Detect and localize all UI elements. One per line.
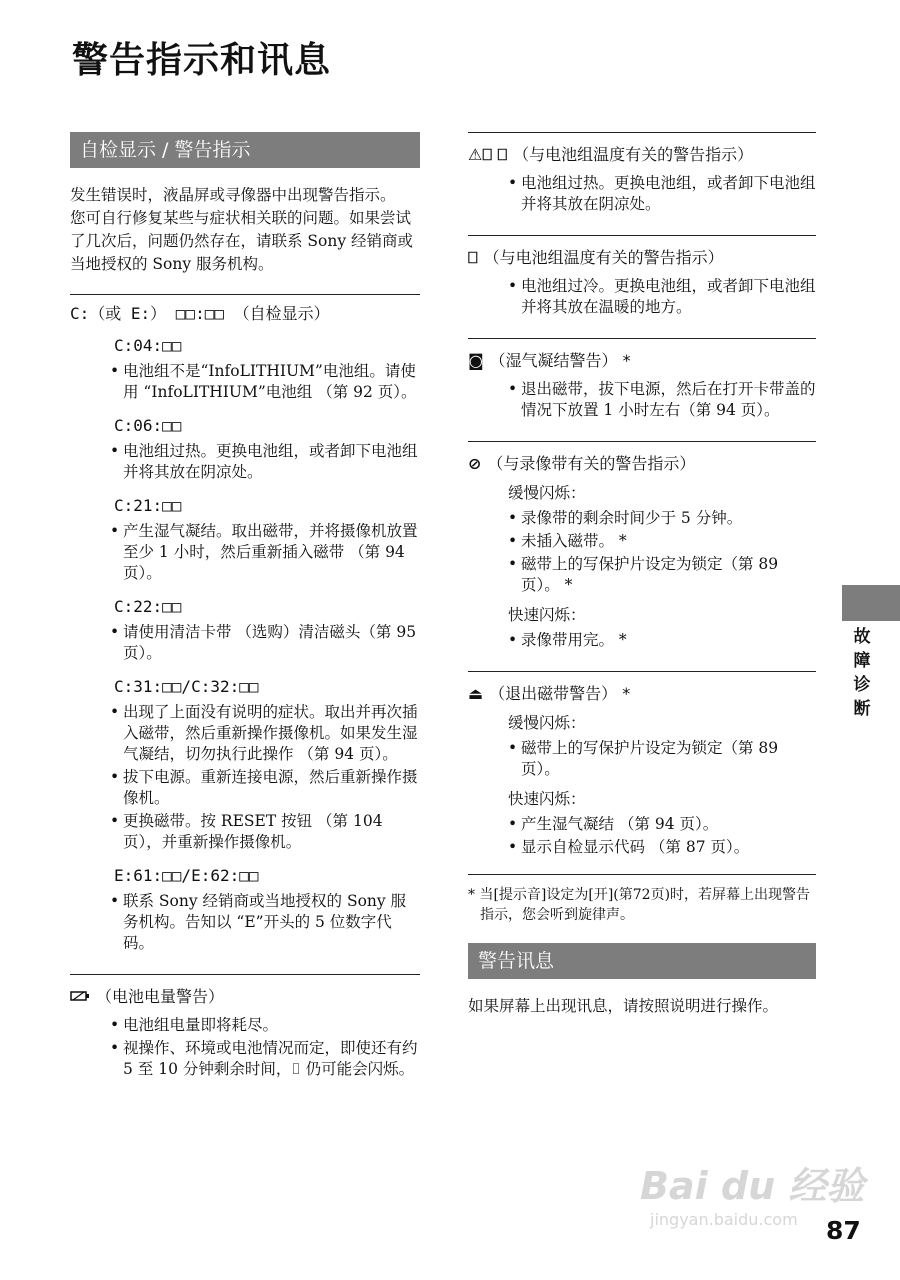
battery-heading-text: （电池电量警告） [96,987,225,1006]
selfdiag-heading: C:（或 E:） □□:□□ （自检显示） [70,304,330,323]
temp-hot-heading [468,143,816,167]
intro-paragraph-1: 发生错误时，液晶屏或寻像器中出现警告指示。 [70,186,396,204]
code-label: C:22:□□ [114,597,182,616]
list-item: • 电池组过热。更换电池组，或者卸下电池组并将其放在阴凉处。 [508,173,816,215]
condensation-heading-text: （湿气凝结警告） * [489,351,631,370]
list-item: • 联系 Sony 经销商或当地授权的 Sony 服务机构。告知以 “E”开头的 5 位数字代码。 [110,891,420,954]
list-item: • 显示自检显示代码 （第 87 页）。 [508,837,816,858]
section-band-messages: 警告讯息 [468,943,816,979]
code-item [70,676,420,853]
tape-heading-text: （与录像带有关的警告指示） [487,454,696,473]
list-item: • 录像带用完。 * [508,630,816,651]
side-tab-marker [842,585,900,621]
eject-heading [468,682,816,706]
list-item: • 请使用清洁卡带 （选购）清洁磁头（第 95 页）。 [110,622,420,664]
condensation-heading [468,349,816,373]
slow-flash-label: 缓慢闪烁： [508,714,586,732]
side-tab-label [842,625,882,721]
list-item: • 电池组电量即将耗尽。 [110,1015,420,1036]
section-band-selfdiag: 自检显示 / 警告指示 [70,132,420,168]
code-label: C:04:□□ [114,336,182,355]
code-item [70,335,420,403]
side-tab-char: 诊 [853,675,871,695]
list-item: • 退出磁带，拔下电源，然后在打开卡带盖的情况下放置 1 小时左右（第 94 页）。 [508,379,816,421]
code-item [70,865,420,954]
list-item: • 录像带的剩余时间少于 5 分钟。 [508,508,816,529]
condensation-icon: ◙ [468,351,484,370]
eject-heading-text: （退出磁带警告） * [489,684,631,703]
side-tab-char: 障 [853,651,871,671]
list-item: • 未插入磁带。 * [508,531,816,552]
tape-warning-icon: ⊘ [468,454,482,473]
side-tab-char: 故 [853,627,871,647]
temp-hot-heading-text: （与电池组温度有关的警告指示） [513,145,754,164]
list-item: • 电池组过冷。更换电池组，或者卸下电池组并将其放在温暖的地方。 [508,276,816,318]
code-label: C:31:□□/C:32:□□ [114,677,259,696]
list-item: • 电池组过热。更换电池组，或者卸下电池组并将其放在阴凉处。 [110,441,420,483]
battery-heading [70,985,420,1009]
list-item: • 视操作、环境或电池情况而定，即使还有约 5 至 10 分钟剩余时间，⌷ 仍可能会闪烁。 [110,1038,420,1080]
temp-cold-heading [468,246,816,270]
fast-flash-label: 快速闪烁： [508,606,586,624]
list-item: • 磁带上的写保护片设定为锁定（第 89 页）。 * [508,554,816,596]
list-item: • 磁带上的写保护片设定为锁定（第 89 页）。 [508,738,816,780]
code-label: E:61:□□/E:62:□□ [114,866,259,885]
code-item [70,596,420,664]
list-item: • 产生湿气凝结 （第 94 页）。 [508,814,816,835]
side-tab-char: 断 [853,699,871,719]
fast-flash-label: 快速闪烁： [508,790,586,808]
right-column [468,132,816,1018]
list-item: • 产生湿气凝结。取出磁带，并将摄像机放置至少 1 小时，然后重新插入磁带 （第 94 页）。 [110,521,420,584]
list-item: • 拔下电源。重新连接电源，然后重新操作摄像机。 [110,767,420,809]
watermark-url: jingyan.baidu.com [650,1210,798,1229]
messages-paragraph: 如果屏幕上出现讯息，请按照说明进行操作。 [468,997,779,1015]
list-item: • 出现了上面没有说明的症状。取出并再次插入磁带，然后重新操作摄像机。如果发生湿气凝结，切勿执行此操作 （第 94 页）。 [110,702,420,765]
eject-icon: ⏏ [468,684,484,703]
footnote: * 当[提示音]设定为[开](第72页)时，若屏幕上出现警告指示，您会听到旋律声。 [468,887,811,923]
battery-cold-icon: ⎕ [468,248,478,267]
tape-heading [468,452,816,476]
slow-flash-label: 缓慢闪烁： [508,484,586,502]
page-title: 警告指示和讯息 [72,40,332,81]
temp-cold-heading-text: （与电池组温度有关的警告指示） [483,248,724,267]
code-list [70,335,420,954]
intro-paragraph-2: 您可自行修复某些与症状相关联的问题。如果尝试了几次后，问题仍然存在，请联系 Sony 经销商或当地授权的 Sony 服务机构。 [70,209,414,273]
list-item: • 更换磁带。按 RESET 按钮 （第 104 页），并重新操作摄像机。 [110,811,420,853]
code-label: C:21:□□ [114,496,182,515]
battery-empty-icon [70,985,90,1009]
code-item [70,415,420,483]
list-item: • 电池组不是“InfoLITHIUM”电池组。请使用 “InfoLITHIUM”电池组 （第 92 页）。 [110,361,420,403]
page-number: 87 [826,1216,861,1245]
code-label: C:06:□□ [114,416,182,435]
left-column [70,132,420,1082]
battery-temperature-warning-icon: ⚠⎕ ⎕ [468,145,508,164]
watermark-logo-text: Bai du 经验 [640,1164,865,1208]
code-item [70,495,420,584]
